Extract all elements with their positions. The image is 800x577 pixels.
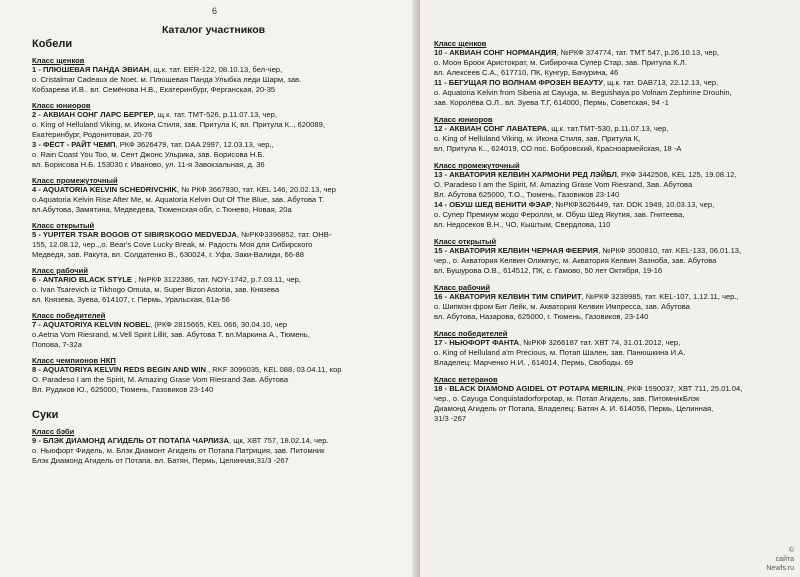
entry-line: 17 - НЬЮФОРТ ФАНТА, №РКФ 3266187 тат. ХВТ 74, 31.01.2012, чер, [434, 338, 681, 347]
entry-line: о. Шипмэн фром Биг Лейк, м. Акватория Келвин Импресса, зав. Абутова [434, 302, 690, 311]
entry-line: Медведя, зав. Ракута, вл. Солдатенко В., 630024, г. Уфа, Заки-Валиди, 66-88 [32, 250, 304, 259]
entry-line: 18 - BLACK DIAMOND AGIDEL OT POTAPA MERILIN, РКФ 1590037, ХВТ 711, 25.01.04, [434, 384, 743, 393]
catalog-entry [32, 140, 410, 170]
entry-line: 9 - БЛЭК ДИАМОНД АГИДЕЛЬ ОТ ПОТАПА ЧАРЛИЗА, щк, ХВТ 757, 18.02.14, чер. [32, 436, 329, 445]
dog-name: 10 - АКВИАН СОНГ НОРМАНДИЯ [434, 48, 557, 57]
entry-line: чер., о. Акватория Келвин Олимпус, м. Акватория Келвин Зазноба, зав. Абутова [434, 256, 717, 265]
entry-line: о. King of Helluland Viking, м. Икона Стиля, зав. Притула К, вл. Притула К.., 620089, [32, 120, 325, 129]
dog-name: 16 - АКВАТОРИЯ КЕЛВИН ТИМ СПИРИТ [434, 292, 582, 301]
entry-line: 4 - AQUATORIA KELVIN SCHEDRIVCHIK, № РКФ 3667930, тат. KEL 146, 20.02.13, чер [32, 185, 336, 194]
class-label: Класс юниоров [32, 101, 91, 110]
watermark-line: Newfs.ru [766, 565, 794, 572]
entry-line: Вл. Рудаков Ю., 625000, Тюмень, Газовиков 23-140 [32, 385, 214, 394]
entry-line: 2 - АКВИАН СОНГ ЛАРС БЕРГЕР, щ.к. тат. ТМТ-526, р.11.07.13, чер, [32, 110, 278, 119]
class-label: Класс щенков [434, 39, 487, 48]
dog-name: 18 - BLACK DIAMOND AGIDEL OT POTAPA MERILIN [434, 384, 623, 393]
females-class-list-left [32, 427, 410, 466]
entry-line: о. Aquatoria Kelvin from Siberia at Cayuga, м. Begushaya po Volnam Zephirine Drouhin, [434, 88, 732, 97]
entry-line: о. Cristalmar Cadeaux de Noet. м. Плюшевая Панда Улыбка леди Шарм, зав. [32, 75, 302, 84]
page-number: 6 [212, 6, 218, 16]
class-label: Класс бэби [32, 427, 75, 436]
class-label: Класс победителей [434, 329, 508, 338]
entry-line: 10 - АКВИАН СОНГ НОРМАНДИЯ, №РКФ 374774, тат. ТМТ 547, р.26.10.13, чер, [434, 48, 719, 57]
watermark-line: © [788, 547, 794, 554]
catalog-entry [32, 185, 410, 215]
dog-name: 14 - ОБУШ ШЕД ВЕНИТИ ФЭАР [434, 200, 552, 209]
entry-line: вл.Абутова, Замятина, Медведева, Тюменская обл, с.Тюнево, Новая, 20а [32, 205, 292, 214]
class-label: Класс открытый [32, 221, 95, 230]
catalog-entry [434, 384, 788, 424]
entry-line: зав. Королёва О.Л.. вл. Зуева Т.Г, 614000, Пермь, Советская, 94 -1 [434, 98, 669, 107]
entry-line: Владелец: Марченко Н.И. , 614014, Пермь, Свободы. 69 [434, 358, 634, 367]
entry-line: чер., о. Cayuga Conquistadorforpotap, м. Потап Агидель, зав. ПитомникБлэк [434, 394, 700, 403]
entry-line: вл. Бушурова О.В., 614512, ПК, с. Гамово, 50 лет Октября, 19-16 [434, 266, 663, 275]
catalog-entry [434, 124, 788, 154]
entry-line: Екатеринбург, Родонитовая, 20-76 [32, 130, 153, 139]
entry-line: 3 - ФЁСТ - РАЙТ ЧЕМП, РКФ 3626479, тат. DAA 2997, 12.03.13, чер,, [32, 140, 274, 149]
class-label: Класс промежуточный [434, 161, 520, 170]
entry-line: о. Rain Coast You Too, м. Сент Джонс Ульрика, зав. Борисова Н.Б. [32, 150, 265, 159]
entry-line: вл. Недосеков В.Н., ЧО, Кыштым, Свердлова, 110 [434, 220, 611, 229]
catalog-entry [434, 78, 788, 108]
entry-line: вл. Абутова, Назарова, 625000, г. Тюмень, Газовиков, 23-140 [434, 312, 649, 321]
right-page [420, 0, 800, 577]
class-label: Класс юниоров [434, 115, 493, 124]
watermark-line: сайта [775, 556, 794, 563]
males-heading: Кобели [32, 38, 73, 50]
entry-line: 14 - ОБУШ ШЕД ВЕНИТИ ФЭАР, №РКФ3626449, тат. DDK 1949, 10.03.13, чер, [434, 200, 715, 209]
catalog-entry [434, 200, 788, 230]
entry-line: 31/3 -267 [434, 414, 467, 423]
entry-line: Блэк Диамонд Агидель от Потапа. вл. Батян, Пермь, Целинная,31/3 -267 [32, 456, 289, 465]
entry-line: O. Paradeso I am the Spirit, M. Amazing Grase Vom Riesrand Зав. Абутова [32, 375, 289, 384]
dog-name: 2 - АКВИАН СОНГ ЛАРС БЕРГЕР [32, 110, 154, 119]
catalog-entry [32, 436, 410, 466]
class-label: Класс открытый [434, 237, 497, 246]
dog-name: 13 - АКВАТОРИЯ КЕЛВИН ХАРМОНИ РЕД ЛЭЙБЛ [434, 170, 617, 179]
entry-line: 11 - БЕГУЩАЯ ПО ВОЛНАМ ФРОЗЕН ВЕАУТУ, щ.к. тат. DAB713, 22.12.13, чер, [434, 78, 719, 87]
dog-name: 5 - YUPITER TSAR BOGOB OT SIBIRSKOGO MEDVEDJA [32, 230, 237, 239]
catalog-entry [32, 230, 410, 260]
class-label: Класс щенков [32, 56, 85, 65]
dog-name: 8 - AQUATORIYA KELVIN REDS BEGIN AND WIN [32, 365, 206, 374]
entry-line: 7 - AQUATORIYA KELVIN NOBEL, (РКФ 2815665, KEL 066, 30.04.10, чер [32, 320, 288, 329]
entry-line: Кобзарева И.В.. вл. Семёнова Н.В., Екатеринбург, Ферганская, 20-35 [32, 85, 276, 94]
class-label: Класс рабочий [434, 283, 490, 292]
entry-line: вл. Борисова Н.Б. 153030 г. Иваново, ул. 11-я Завокзальная, д. 36 [32, 160, 265, 169]
catalog-entry [32, 320, 410, 350]
entry-line: 15 - АКВАТОРИЯ КЕЛВИН ЧЕРНАЯ ФЕЕРИЯ, №РКФ 3500810, тат. KEL-133, 06.01.13, [434, 246, 742, 255]
females-class-list-right [434, 39, 788, 424]
dog-name: 6 - ANTARIO BLACK STYLE [32, 275, 132, 284]
dog-name: 3 - ФЁСТ - РАЙТ ЧЕМП [32, 140, 116, 149]
dog-name: 11 - БЕГУЩАЯ ПО ВОЛНАМ ФРОЗЕН ВЕАУТУ [434, 78, 603, 87]
site-watermark [766, 546, 794, 573]
entry-line: вл. Алексеев С.А., 617710, ПК, Кунгур, Бачурина, 46 [434, 68, 619, 77]
entry-line: О. Paradeso I am the Spirit, M. Amazing Grase Vom Riesrand, Зав. Абутова [434, 180, 693, 189]
dog-name: 4 - AQUATORIA KELVIN SCHEDRIVCHIK [32, 185, 177, 194]
dog-name: 1 - ПЛЮШЕВАЯ ПАНДА ЭВИАН [32, 65, 150, 74]
class-label: Класс рабочий [32, 266, 88, 275]
catalog-entry [32, 65, 410, 95]
entry-line: 12 - АКВИАН СОНГ ЛАВАТЕРА, щ.к. тат.ТМТ-530, р.11.07.13, чер, [434, 124, 669, 133]
entry-line: 16 - АКВАТОРИЯ КЕЛВИН ТИМ СПИРИТ, №РКФ 3239985, тат. KEL-107, 1.12.11, чер., [434, 292, 739, 301]
class-label: Класс ветеранов [434, 375, 498, 384]
entry-line: о. Супер Премиум жодо Феролли, м. Обуш Шед Якутия, зав. Гнитеева, [434, 210, 685, 219]
entry-line: о. Ivan Tsarevich iz Tikhogo Omuta, м. Super Bizon Astoria, зав. Князева [32, 285, 280, 294]
catalog-entry [32, 110, 410, 140]
catalog-entry [32, 275, 410, 305]
dog-name: 17 - НЬЮФОРТ ФАНТА [434, 338, 519, 347]
females-heading: Суки [32, 409, 59, 421]
entry-line: Вл. Абутова 625000, Т.О., Тюмень, Газовиков 23-140 [434, 190, 620, 199]
dog-name: 12 - АКВИАН СОНГ ЛАВАТЕРА [434, 124, 548, 133]
entry-line: 6 - ANTARIO BLACK STYLE , №РКФ 3122386, тат. NOY-1742, р.7.03.11, чер, [32, 275, 301, 284]
catalog-entry [434, 48, 788, 78]
class-label: Класс победителей [32, 311, 106, 320]
entry-line: 13 - АКВАТОРИЯ КЕЛВИН ХАРМОНИ РЕД ЛЭЙБЛ, РКФ 3442506, KEL 125, 19.08.12, [434, 170, 737, 179]
catalog-title: Каталог участников [162, 24, 266, 36]
entry-line: о. King of Helluland Viking, м. Икона Стиля, зав. Притула К, [434, 134, 641, 143]
class-label: Класс чемпионов НКП [32, 356, 116, 365]
class-label: Класс промежуточный [32, 176, 118, 185]
entry-line: o.Aetna Vom Riesrand, м.Vell Spirit Lillit, зав. Абутова Т. вл.Маркина А., Тюмень, [32, 330, 310, 339]
entry-line: о. Ньюфорт Фидель, м. Блэк Диамонт Агидель от Потапа Патриция, зав. Питомник [32, 446, 325, 455]
males-class-list [32, 56, 410, 395]
catalog-entry [434, 338, 788, 368]
entry-line: о.Aquatoria Kelvin Rise After Me, м. Aquatoria Kelvin Out Of The Blue, зав. Абутова Т. [32, 195, 325, 204]
entry-line: вл. Притула К.., 624019, СО пос. Бобровский, Красноармейская, 18 -А [434, 144, 682, 153]
dog-name: 9 - БЛЭК ДИАМОНД АГИДЕЛЬ ОТ ПОТАПА ЧАРЛИЗА [32, 436, 229, 445]
catalog-entry [434, 170, 788, 200]
dog-name: 7 - AQUATORIYA KELVIN NOBEL [32, 320, 151, 329]
entry-line: 155, 12.08.12, чер.,,о. Bear's Cove Lucky Break, м. Радость Моя для Сибирского [32, 240, 313, 249]
entry-line: 8 - AQUATORIYA KELVIN REDS BEGIN AND WIN , RKF 3096035, KEL 088, 03.04.11, кор [32, 365, 342, 374]
catalog-entry [434, 292, 788, 322]
entry-line: 5 - YUPITER TSAR BOGOB OT SIBIRSKOGO MEDVEDJA, №РКФ3396852, тат. ОНВ- [32, 230, 332, 239]
entry-line: Диамонд Агидель от Потапа, Владелец: Батян А. И. 614056, Пермь, Целинная, [434, 404, 714, 413]
entry-line: о. King of Helluland a'm Precious, м. Потап Шален, зав. Панюшкина И.А. [434, 348, 686, 357]
entry-line: 1 - ПЛЮШЕВАЯ ПАНДА ЭВИАН, щ.к. тат. EER-122, 08.10.13, бел-чер, [32, 65, 283, 74]
dog-name: 15 - АКВАТОРИЯ КЕЛВИН ЧЕРНАЯ ФЕЕРИЯ [434, 246, 599, 255]
entry-line: о. Моон Броок Аристократ, м. Сибирочка Супер Стар, зав. Притула К.Л. [434, 58, 687, 67]
entry-line: вл. Князева, Зуева, 614107, г. Пермь, Уральская, 61а-56 [32, 295, 230, 304]
catalog-entry [32, 365, 410, 395]
entry-line: Попова, 7-32а [32, 340, 82, 349]
catalog-entry [434, 246, 788, 276]
